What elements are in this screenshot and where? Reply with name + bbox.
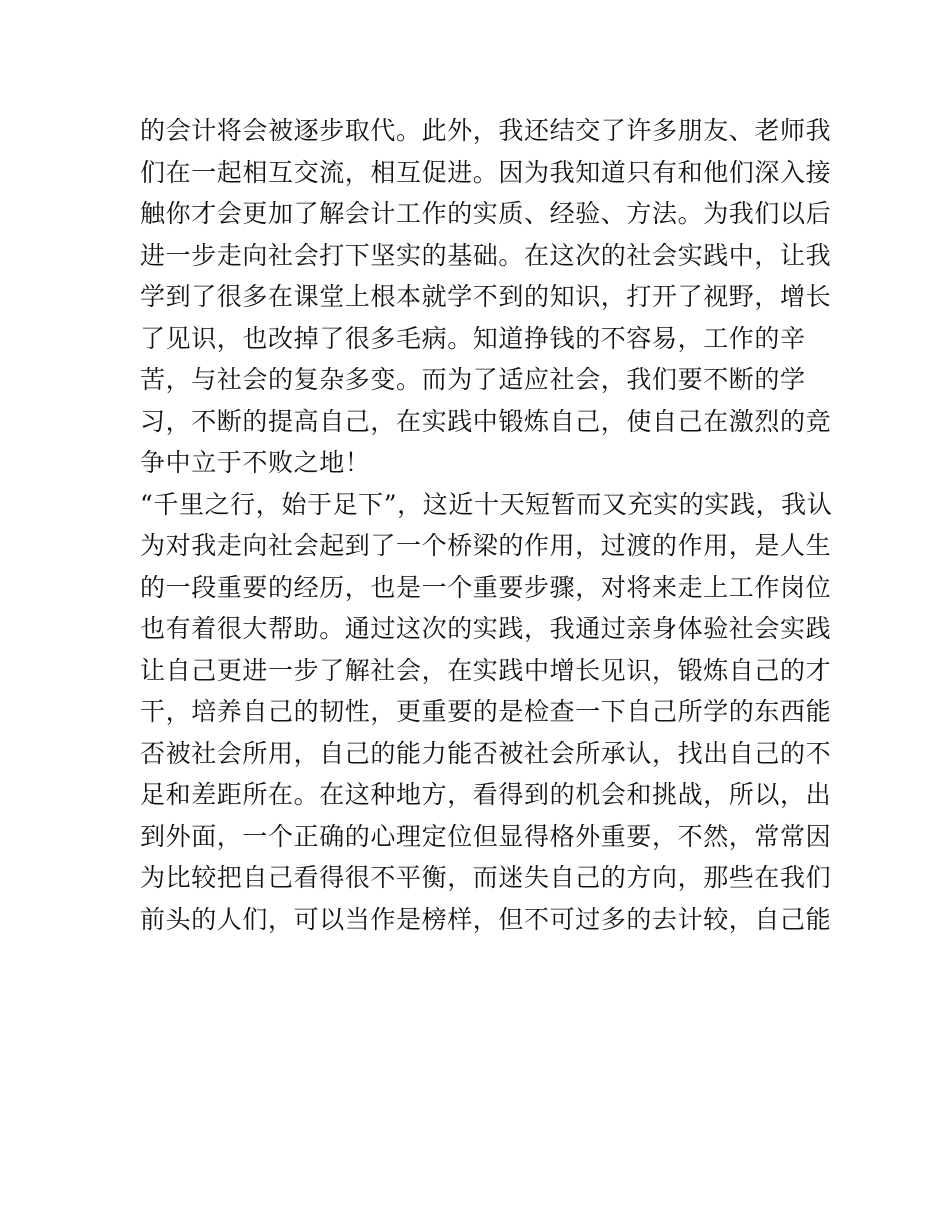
text-line: 触你才会更加了解会计工作的实质、经验、方法。为我们以后 bbox=[140, 199, 832, 228]
text-line: 前头的人们，可以当作是榜样，但不可过多的去计较，自己能 bbox=[140, 904, 832, 934]
text-line: 为比较把自己看得很不平衡，而迷失自己的方向，那些在我们 bbox=[140, 863, 832, 892]
text-line: 争中立于不败之地！ bbox=[140, 448, 371, 477]
text-line: 让自己更进一步了解社会，在实践中增长见识，锻炼自己的才 bbox=[140, 655, 832, 685]
text-line: 苦，与社会的复杂多变。而为了适应社会，我们要不断的学 bbox=[140, 365, 806, 394]
text-line: 们在一起相互交流，相互促进。因为我知道只有和他们深入接 bbox=[140, 157, 832, 187]
body-text bbox=[140, 110, 833, 940]
text-line: 到外面，一个正确的心理定位但显得格外重要，不然，常常因 bbox=[140, 821, 832, 851]
text-line: 为对我走向社会起到了一个桥梁的作用，过渡的作用，是人生 bbox=[140, 531, 832, 560]
text-line: 了见识，也改掉了很多毛病。知道挣钱的不容易，工作的辛 bbox=[140, 323, 806, 353]
text-line: 足和差距所在。在这种地方，看得到的机会和挑战，所以，出 bbox=[140, 780, 832, 809]
text-line: 否被社会所用，自己的能力能否被社会所承认，找出自己的不 bbox=[140, 738, 832, 768]
text-line: “千里之行，始于足下”，这近十天短暂而又充实的实践，我认 bbox=[140, 489, 833, 519]
text-line: 也有着很大帮助。通过这次的实践，我通过亲身体验社会实践 bbox=[140, 614, 832, 643]
text-line: 干，培养自己的韧性，更重要的是检查一下自己所学的东西能 bbox=[140, 697, 832, 726]
text-line: 的一段重要的经历，也是一个重要步骤，对将来走上工作岗位 bbox=[140, 572, 832, 602]
text-line: 习，不断的提高自己，在实践中锻炼自己，使自己在激烈的竞 bbox=[140, 406, 832, 436]
text-line: 进一步走向社会打下坚实的基础。在这次的社会实践中，让我 bbox=[140, 240, 832, 270]
text-line: 学到了很多在课堂上根本就学不到的知识，打开了视野，增长 bbox=[140, 282, 832, 311]
text-line: 的会计将会被逐步取代。此外，我还结交了许多朋友、老师我 bbox=[140, 116, 832, 145]
